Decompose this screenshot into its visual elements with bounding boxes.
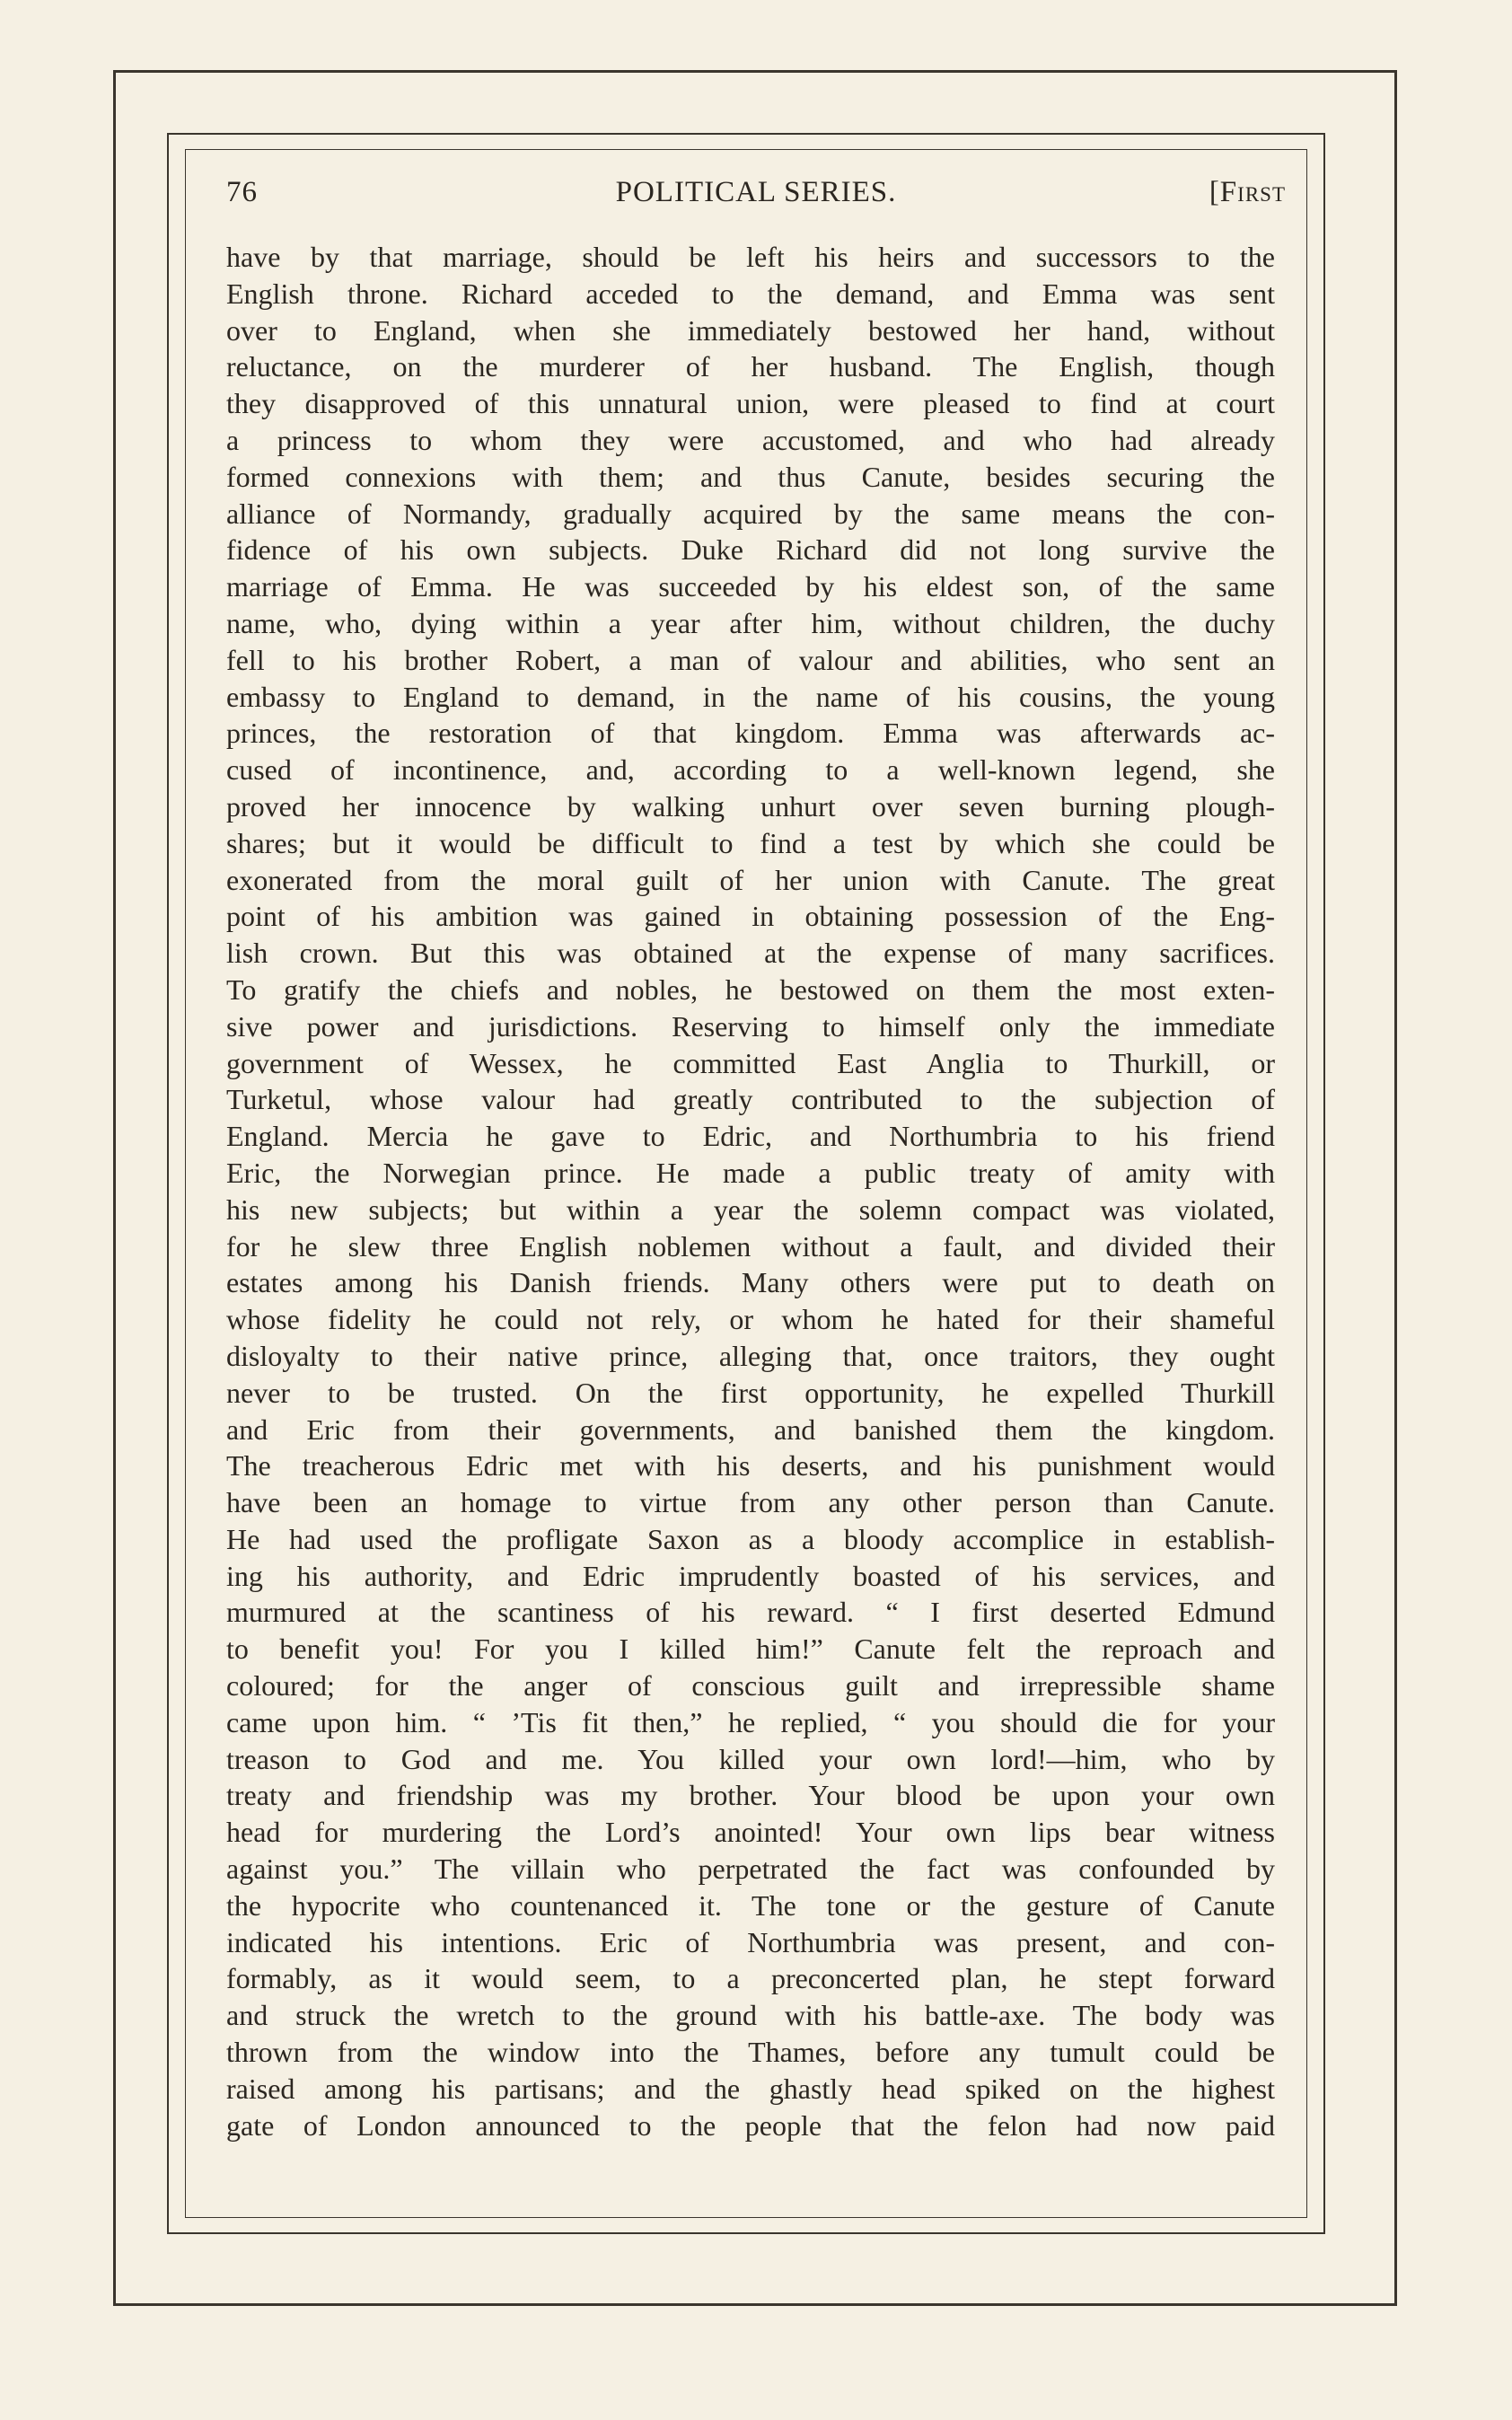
text-line: a princess to whom they were accustomed, and who had already [226, 423, 1275, 456]
text-line: government of Wessex, he committed East Anglia to Thurkill, or [226, 1046, 1275, 1079]
text-line: they disapproved of this unnatural union, were pleased to find at court [226, 387, 1275, 420]
text-line: thrown from the window into the Thames, before any tumult could be [226, 2036, 1275, 2069]
text-line: sive power and jurisdictions. Reserving to himself only the immediate [226, 1009, 1275, 1043]
text-line: name, who, dying within a year after him, without children, the duchy [226, 606, 1275, 639]
text-line: He had used the profligate Saxon as a bloody accomplice in establish- [226, 1522, 1275, 1555]
text-line: princes, the restoration of that kingdom. Emma was afterwards ac- [226, 717, 1275, 750]
text-line: and Eric from their governments, and banished them the kingdom. [226, 1412, 1275, 1446]
text-line: English throne. Richard acceded to the demand, and Emma was sent [226, 277, 1275, 310]
text-line: shares; but it would be difficult to find a test by which she could be [226, 826, 1275, 859]
text-line: murmured at the scantiness of his reward. “ I first deserted Edmund [226, 1596, 1275, 1629]
text-line: fell to his brother Robert, a man of valour and abilities, who sent an [226, 643, 1275, 676]
text-line: cused of incontinence, and, according to a well-known legend, she [226, 753, 1275, 787]
text-line: head for murdering the Lord’s anointed! Your own lips bear witness [226, 1816, 1275, 1849]
text-line: coloured; for the anger of conscious guilt and irrepressible shame [226, 1669, 1275, 1703]
running-title: POLITICAL SERIES. [615, 176, 897, 208]
text-line: Turketul, whose valour had greatly contributed to the subjection of [226, 1083, 1275, 1116]
text-line: To gratify the chiefs and nobles, he bestowed on them the most exten- [226, 972, 1275, 1006]
section-mark: [First [1209, 176, 1286, 208]
text-line: reluctance, on the murderer of her husband. The English, though [226, 350, 1275, 383]
text-line: embassy to England to demand, in the name of his cousins, the young [226, 680, 1275, 713]
text-line: never to be trusted. On the first opportunity, he expelled Thurkill [226, 1376, 1275, 1409]
text-line: and struck the wretch to the ground with his battle-axe. The body was [226, 1999, 1275, 2032]
text-line: raised among his partisans; and the ghastly head spiked on the highest [226, 2072, 1275, 2105]
text-line: have been an homage to virtue from any other person than Canute. [226, 1486, 1275, 1519]
running-header [226, 176, 1286, 221]
text-line: treason to God and me. You killed your own lord!—him, who by [226, 1742, 1275, 1775]
text-line: lish crown. But this was obtained at the expense of many sacrifices. [226, 937, 1275, 970]
text-line: point of his ambition was gained in obtaining possession of the Eng- [226, 900, 1275, 933]
text-line: his new subjects; but within a year the solemn compact was violated, [226, 1192, 1275, 1226]
body-text [226, 239, 1275, 2143]
text-line: formed connexions with them; and thus Canute, besides securing the [226, 460, 1275, 493]
text-line: ing his authority, and Edric imprudently boasted of his services, and [226, 1559, 1275, 1592]
text-line: treaty and friendship was my brother. Your blood be upon your own [226, 1779, 1275, 1812]
page-number: 76 [226, 176, 258, 208]
text-line: England. Mercia he gave to Edric, and Northumbria to his friend [226, 1120, 1275, 1153]
text-line: the hypocrite who countenanced it. The tone or the gesture of Canute [226, 1888, 1275, 1922]
text-line: gate of London announced to the people that the felon had now paid [226, 2108, 1275, 2142]
text-line: have by that marriage, should be left his heirs and successors to the [226, 241, 1275, 273]
text-line: disloyalty to their native prince, alleging that, once traitors, they ought [226, 1339, 1275, 1372]
text-line: came upon him. “ ’Tis fit then,” he replied, “ you should die for your [226, 1705, 1275, 1738]
text-line: proved her innocence by walking unhurt over seven burning plough- [226, 789, 1275, 823]
text-line: estates among his Danish friends. Many others were put to death on [226, 1266, 1275, 1299]
text-line: whose fidelity he could not rely, or whom he hated for their shameful [226, 1303, 1275, 1336]
text-line: alliance of Normandy, gradually acquired by the same means the con- [226, 497, 1275, 530]
text-line: over to England, when she immediately bestowed her hand, without [226, 313, 1275, 347]
text-line: marriage of Emma. He was succeeded by his eldest son, of the same [226, 570, 1275, 603]
text-line: fidence of his own subjects. Duke Richard did not long survive the [226, 533, 1275, 567]
text-line: Eric, the Norwegian prince. He made a public treaty of amity with [226, 1156, 1275, 1189]
text-line: against you.” The villain who perpetrated the fact was confounded by [226, 1852, 1275, 1886]
text-line: to benefit you! For you I killed him!” Canute felt the reproach and [226, 1632, 1275, 1666]
text-line: exonerated from the moral guilt of her union with Canute. The great [226, 863, 1275, 896]
text-line: The treacherous Edric met with his deserts, and his punishment would [226, 1449, 1275, 1483]
text-line: formably, as it would seem, to a preconcerted plan, he stept forward [226, 1962, 1275, 1995]
text-line: indicated his intentions. Eric of Northumbria was present, and con- [226, 1925, 1275, 1958]
text-line: for he slew three English noblemen without a fault, and divided their [226, 1229, 1275, 1263]
